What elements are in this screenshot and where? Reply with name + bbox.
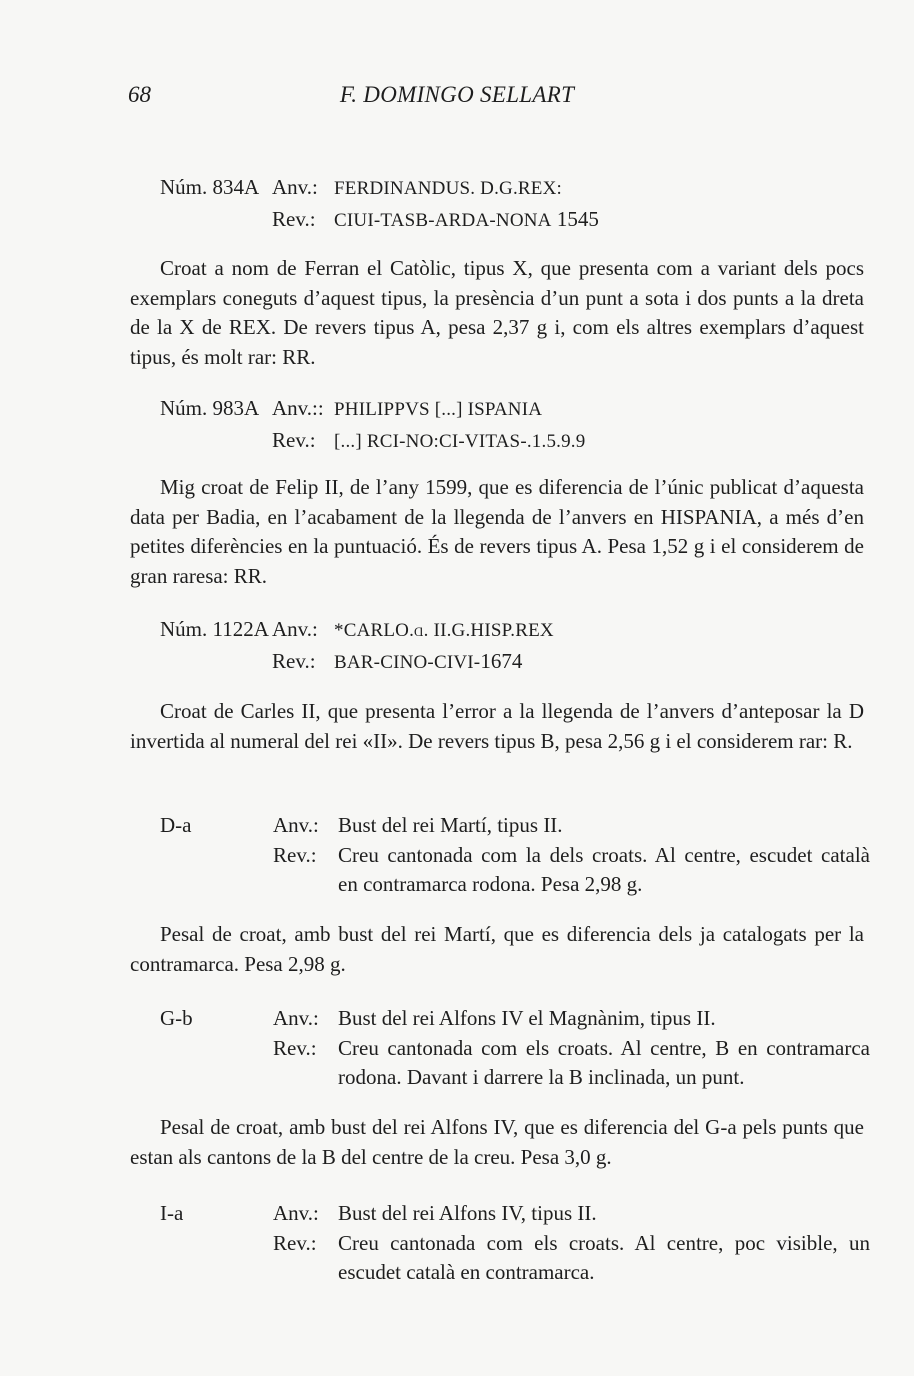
rev-year: 1545 [556, 207, 599, 231]
anv-label: Anv.: [273, 813, 319, 837]
anv-text: Bust del rei Alfons IV el Magnànim, tipus II. [338, 1006, 716, 1030]
rev-text: Creu cantonada com la dels croats. Al centre, escudet català [338, 842, 870, 867]
anv-text: Bust del rei Alfons IV, tipus II. [338, 1201, 597, 1225]
entry-number: Núm. 983A [160, 396, 260, 420]
paragraph-text: Mig croat de Felip II, de l’any 1599, que es diferencia de l’únic publicat d’aquesta data per Badia, en l’acabament de la llegenda de l’anvers en HISPANIA, a més d’en petites diferències en la puntuació. És de revers tipus A. Pesa 1,52 g i el considerem de gran raresa: RR. [130, 475, 864, 588]
rev-text-continued: rodona. Davant i darrere la B inclinada, un punt. [338, 1065, 745, 1089]
anv-text: Bust del rei Martí, tipus II. [338, 813, 563, 837]
running-title: F. DOMINGO SELLART [339, 82, 575, 107]
anv-legend: PHILIPPVS [...] ISPANIA [334, 399, 543, 420]
anv-label: Anv.: [272, 175, 318, 199]
entry-number: Núm. 1122A [160, 617, 269, 641]
rev-label: Rev.: [272, 649, 316, 673]
rev-legend: BAR-CINO-CIVI- [334, 652, 481, 673]
coin-entry [160, 393, 585, 457]
rev-label: Rev.: [272, 207, 316, 231]
coin-entry [160, 172, 599, 236]
commentary-paragraph [130, 1113, 864, 1172]
anv-legend: FERDINANDUS. D.G.REX: [334, 178, 562, 199]
catalog-code: G-b [160, 1006, 193, 1030]
rev-year: 1674 [480, 649, 523, 673]
paragraph-text: Pesal de croat, amb bust del rei Alfons IV, que es diferencia del G-a pels punts que estan als cantons de la B del centre de la creu. Pesa 3,0 g. [130, 1115, 864, 1169]
entry-number: Núm. 834A [160, 175, 260, 199]
coin-entry [160, 614, 554, 678]
commentary-paragraph [130, 697, 864, 756]
commentary-paragraph [130, 254, 864, 372]
rev-legend: [...] RCI-NO:CI-VITAS-.1.5.9.9 [334, 431, 586, 452]
rev-legend: CIUI-TASB-ARDA-NONA [334, 210, 552, 231]
rev-label: Rev.: [273, 842, 317, 867]
page-number: 68 [128, 82, 151, 107]
catalog-code: D-a [160, 813, 192, 837]
rev-text: Creu cantonada com els croats. Al centre, poc visible, un [338, 1230, 870, 1255]
paragraph-text: Croat de Carles II, que presenta l’error a la llegenda de l’anvers d’anteposar la D invertida al numeral del rei «II». De revers tipus B, pesa 2,56 g i el considerem rar: R. [130, 699, 864, 753]
paragraph-text: Croat a nom de Ferran el Catòlic, tipus X, que presenta com a variant dels pocs exemplars coneguts d’aquest tipus, la presència d’un punt a sota i dos punts a la dreta de la X de REX. De revers tipus A, pesa 2,37 g i, com els altres exemplars d’aquest tipus, és molt rar: RR. [130, 256, 864, 369]
anv-legend: *CARLO.ɑ. II.G.HISP.REX [334, 620, 554, 641]
rev-label: Rev.: [273, 1035, 317, 1060]
commentary-paragraph [130, 473, 864, 591]
paragraph-text: Pesal de croat, amb bust del rei Martí, que es diferencia dels ja catalogats per la contramarca. Pesa 2,98 g. [130, 922, 864, 976]
rev-label: Rev.: [273, 1230, 317, 1255]
rev-text: Creu cantonada com els croats. Al centre, B en contramarca [338, 1035, 870, 1060]
rev-label: Rev.: [272, 428, 316, 452]
anv-label: Anv.:: [272, 396, 324, 420]
commentary-paragraph [130, 920, 864, 979]
rev-text-continued: en contramarca rodona. Pesa 2,98 g. [338, 872, 643, 896]
catalog-code: I-a [160, 1201, 184, 1225]
anv-label: Anv.: [273, 1006, 319, 1030]
anv-label: Anv.: [272, 617, 318, 641]
anv-label: Anv.: [273, 1201, 319, 1225]
rev-text-continued: escudet català en contramarca. [338, 1260, 595, 1284]
